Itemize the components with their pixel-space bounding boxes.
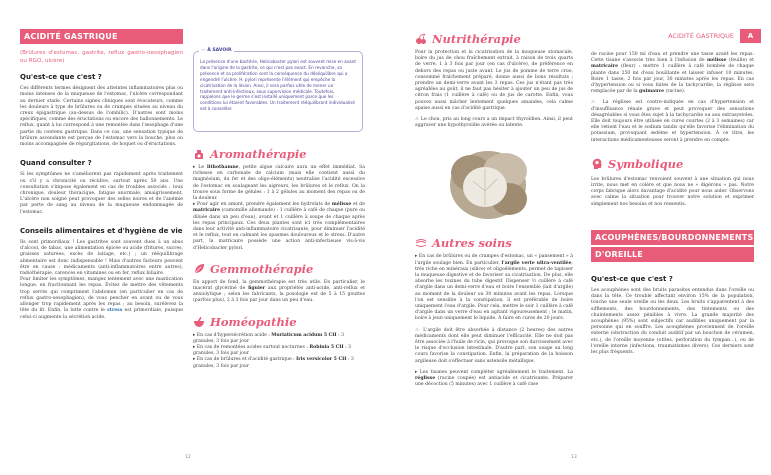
item-text: En cas d'hypersécrétion acide : <box>196 332 272 338</box>
item-text: Pour agir en amont, prendre également les hydrolats de <box>197 202 332 208</box>
item-text: : 3 granules, 3 fois par jour <box>193 345 352 357</box>
col2-text: (feuille) et <box>726 58 754 64</box>
symbolique-text: Les brûlures d'estomac renvoient souvent à une situation qui nous irrite, nous met en colère et que nous ne « digérons » pas. Notre corps fabrique alors davantage d'acidité pour nous aider. Observons avec calme la situation pour trouver notre solution et exprimer simplement nos besoins et nos ressentis. <box>591 176 754 207</box>
item-text: Le <box>198 165 208 170</box>
next-chapter-banner-line-2: D'OREILLE <box>591 247 754 262</box>
nutritherapie-text: Pour la protection et la cicatrisation de la muqueuse stomacale, boire du jus de chou fraîchement extrait, à raison de trois quarts de verre, 1 à 3 fois par jour (en cas d'ulcère), de préférence en dehors des repas ou juste avant. Le jus de pomme de terre crue, consommé fraîchement préparé, donne aussi de bons résultats ; prendre un demi-verre avant les 3 repas. Ces jus n'étant pas très agréables au goût, il ne faut pas hésiter à ajouter un peu de jus de citron frais (1 cuillère à café) ou de jus de carotte. Enfin, vous pouvez aussi mâcher lentement quelques amandes, cela calme apaise aussi en cas d'acidité gastrique. <box>415 50 573 111</box>
running-head-title: ACIDITÉ GASTRIQUE <box>668 32 734 40</box>
autres-soins-item: ▸ Les tisanes peuvent compléter agréablement le traitement. La réglisse (racine coupée) est antiacide et cicatrisante. Préparer une décoction (5 minutes) avec 1 cuillère à café rase <box>415 369 573 388</box>
col2-bold: guimauve <box>639 89 665 95</box>
autres-soins-item: ▸ En cas de brûlures ou de crampes d'estomac, un « pansement » à l'argile soulage bien. En particulier, l'argile verte ultra-ventilée, très riche en minéraux (silice) et oligoéléments, permet de tapisser la muqueuse digestive et de favoriser sa cicatrisation. De plus, elle absorbe les toxines du tube digestif. Dispenser ½ cuillère à café d'argile dans un demi-verre d'eau et boire l'ensemble (lait d'argile) au moment de la douleur ou 30 minutes avant les repas. Lorsque l'on est sensible à la constipation, il est préférable de boire uniquement l'eau d'argile. Pour cela, mettre le soir 1 cuillère à café d'argile dans un verre d'eau en agitant vigoureusement ; le matin, boire à jeun uniquement le liquide. À faire en cures de 20 jours. <box>415 254 573 322</box>
symbolique-header <box>591 156 754 172</box>
left-page <box>0 0 385 475</box>
advice-text-post: est primordiale, puisque celui-ci augmente la sécrétion acide. <box>20 308 183 320</box>
cherries-icon <box>415 33 427 45</box>
item-text: , petite algue calcaire aura un effet immédiat. Sa richesse en carbonate de calcium (mais elle contient aussi du magnésium, du fer et des oligo-éléments) neutralise l'acidité excessive de l'estomac en soulageant les aigreurs, les brûlures et le reflux. On la trouve sous forme de gélules : 1 à 2 gélules au moment des repas ou de la douleur. <box>193 165 365 202</box>
section-heading-when: Quand consulter ? <box>20 159 92 168</box>
homeopathie-item: ▸ En cas de brûlures et d'acidité gastrique : Iris versicolor 5 CH : 3 granules, 3 fois par jour <box>193 357 354 369</box>
homeopathie-title: Homéopathie <box>210 314 297 329</box>
item-text: : 3 granules, 3 fois par jour <box>193 332 345 344</box>
item-text: : 3 granules, 3 fois par jour <box>193 357 354 369</box>
running-head <box>668 29 761 43</box>
gemmo-text-post: aux propriétés anti-acide, anti-reflux et anxiolytique ; selon les fabricants, la posologie est de 5 à 15 gouttes (parfois plus), 2 à 3 fois par jour dans un peu d'eau. <box>193 286 365 304</box>
a-savoir-text: La présence d'une bactérie, Helicobacter pylori est souvent mise en avant dans l'origine de la gastrite, ce qui n'est pas exact. En revanche, sa présence et sa prolifération sont la conséquence du déséquilibre qui a engendré l'ulcère. H. pylori représente l'élément qui empêche la cicatrisation de la lésion. Ainsi, il sera parfois utile de mener un traitement anti-infectieux, sous supervision médicale. Toutefois, rappelons que le germe s'est installé uniquement parce que les conditions lui étaient favorables. Un traitement rééquilibrant individualisé est à conseiller. <box>200 59 357 112</box>
next-chapter-banner-line-1: ACOUPHÈNES/BOURDONNEMENTS <box>591 230 754 245</box>
item-text: , très riche en minéraux (silice) et oligoéléments, permet de tapisser la muqueuse digestive et de favoriser sa cicatrisation. De plus, elle absorbe les toxines du tube digestif. Dispenser ½ cuillère à café d'argile dans un demi-verre d'eau et boire l'ensemble (lait d'argile) au moment de la douleur ou 30 minutes avant les repas. Lorsque l'on est sensible à la constipation, il est préférable de boire uniquement l'eau d'argile. Pour cela, mettre le soir 1 cuillère à café d'argile dans un verre d'eau en agitant vigoureusement ; le matin, boire à jeun uniquement le liquide. À faire en cures de 20 jours. <box>415 260 573 322</box>
col2-text: de racine pour 150 ml d'eau et prendre une tasse avant les repas. Cette tisane s'associe très bien à l'infusion de <box>591 52 754 64</box>
page-number-right: 13 <box>571 455 577 460</box>
item-bold: mélisse <box>331 202 352 208</box>
right-column-1 <box>415 31 573 389</box>
tisane-continued-text <box>591 52 754 95</box>
reglisse-warning: ⚠ La réglisse est contre-indiquée en cas d'hypertension et d'insuffisance rénale grave et peut provoquer des sensations désagréables si vous êtes sujet à la tachycardie ou aux extrasystoles. Elle doit toujours être utilisée en cures courtes (2 à 3 semaines) car elle retient l'eau et le sodium tandis qu'elle favorise l'élimination du potassium, provoquant œdème et hypertension. À ce titre, les interactions médicamenteuses seront à prendre en compte. <box>591 100 754 143</box>
diffuser-icon <box>193 148 205 160</box>
left-column-2 <box>193 146 365 370</box>
gemmo-text-pre: En apport de fond, la gemmothérapie est très utile. En particulier, le macérat glycériné de <box>193 279 365 292</box>
left-column <box>20 29 183 321</box>
thumb-index-letter[interactable]: A <box>740 29 761 43</box>
aromatherapie-item: ▸ Pour agir en amont, prendre également les hydrolats de mélisse et de matricaire (camomille allemande) : 1 cuillère à café de chaque (pure ou diluée dans un peu d'eau), avant et 1 cuillère à soupe de chaque après les repas principaux. Ces deux plantes sont ici très complémentaires dans leur activité anti-inflammatoire cicatrisante, pour diminuer l'acidité et le reflux, tout en calmant les spasmes douloureux et le stress. D'autre part, la matricaire possède une action anti-infectieuse vis-à-vis d'Helicobacter pylori. <box>193 202 365 251</box>
aromatherapie-title: Aromathérapie <box>210 146 307 161</box>
stress-link[interactable]: stress <box>107 308 123 314</box>
symbolique-title: Symbolique <box>608 156 684 171</box>
homeopathie-header <box>193 314 365 330</box>
item-bold: lithothamne <box>207 165 239 170</box>
cabbage-illustration <box>443 143 533 223</box>
item-text: et de <box>351 202 365 208</box>
homeopathie-item: ▸ En cas d'hypersécrétion acide : Muriaticum acidum 5 CH : 3 granules, 3 fois par jour <box>193 332 345 344</box>
item-bold: Iris versicolor 5 CH <box>296 357 347 363</box>
nutritherapie-title: Nutrithérapie <box>432 31 521 46</box>
section-text-advice-1: Ils sont primordiaux ! Les gastrites sont souvent dues à un abus d'alcool, de tabac, une alimentation épicée ou acide (fritures, sucres, graisses saturées, excès de laitage, etc.) ; un rééquilibrage alimentaire est donc indispensable ! Mais d'autres facteurs peuvent être en cause : médicaments (anti-inflammatoires entre autres), radiothérapie, carences en vitamines ou en fer, reflux biliaire. <box>20 240 183 277</box>
item-text: (racine coupée) est antiacide et cicatrisante. Préparer une décoction (5 minutes) avec 1 cuillère à café rase <box>415 376 573 388</box>
autres-soins-header <box>415 235 573 251</box>
hands-icon <box>415 237 427 249</box>
right-column-2 <box>591 52 754 356</box>
section-heading-what: Qu'est-ce que c'est ? <box>20 73 102 81</box>
leaf-bud-icon <box>193 263 205 275</box>
gemmotherapie-text <box>193 280 365 305</box>
a-savoir-title: — À SAVOIR <box>199 48 234 54</box>
col2-bold: matricaire <box>591 64 618 70</box>
item-text: Les tisanes peuvent compléter agréablement le traitement. La <box>419 369 573 375</box>
chapter-banner: ACIDITÉ GASTRIQUE <box>20 29 183 44</box>
a-savoir-box <box>193 48 363 132</box>
item-bold: Muriaticum acidum 5 CH <box>271 332 337 338</box>
autres-soins-warning: ⚠ L'argile doit être absorbée à distance (2 heures) des autres médicaments dont elle peut diminuer l'efficacité. Elle ne doit pas être associée à l'huile de ricin, qui provoque son durcissement avec le risque d'occlusion intestinale. D'autre part, son usage au long cours favorise la constipation. Enfin, la préparation de la boisson argileuse doit s'effectuer sans ustensile métallique. <box>415 328 573 365</box>
autres-soins-title: Autres soins <box>432 236 512 251</box>
col2-text: (racine). <box>664 89 686 95</box>
item-text: En cas de brûlures ou de crampes d'estomac, un « pansement » à l'argile soulage bien. En particulier, <box>415 254 573 266</box>
item-bold: réglisse <box>415 376 436 382</box>
chapter-subtitle: (Brûlures d'estomac, gastrite, reflux gastro-oesophagien ou RGO, ulcère) <box>20 50 183 64</box>
gemmo-bold: figuier <box>248 286 266 292</box>
item-bold: Robinia 5 CH <box>309 345 344 351</box>
col2-text: (fleur) : mettre 1 cuillère à café bombée de chaque plante dans 250 ml d'eau bouillante et laisser infuser 10 minutes. Boire 1 tasse, 2 fois par jour, 30 minutes après les repas. En cas d'hypertension ou si vous faites de la tachycardie, la réglisse sera remplacée par de la <box>591 64 754 95</box>
item-bold: matricaire <box>193 208 220 214</box>
item-text: En cas de brûlures et d'acidité gastrique : <box>196 357 297 363</box>
next-chapter-heading: Qu'est-ce que c'est ? <box>591 274 673 283</box>
gemmotherapie-header <box>193 261 365 277</box>
nutritherapie-warning: ⚠ Le chou, pris au long cours a un impact thyroïdien. Ainsi, il peut aggraver une hypothyroïdie avérée ou latente. <box>415 117 573 129</box>
head-profile-icon <box>591 158 603 170</box>
col2-bold: mélisse <box>707 58 727 64</box>
section-heading-advice: Conseils alimentaires et d'hygiène de vie <box>20 226 183 235</box>
nutritherapie-header <box>415 31 573 47</box>
next-chapter-text: Les acouphènes sont des bruits parasites entendus dans l'oreille ou dans la tête. Ce trouble affectant environ 15% de la population, touche une seule oreille ou les deux. Les bruits s'apparentent à des sifflements, des bourdonnements, des tintements ou des chuintements assez pénibles à vivre. La grande majorité des acouphènes (95%) sont subjectifs car audibles uniquement par la personne qui en souffre. Les acouphènes proviennent de l'oreille externe (obstruction du conduit auditif par un bouchon de cérumen, etc.), de l'oreille moyenne (otites, perforation du tympan...), ou de l'oreille interne (infections, traumatismes divers). Ces derniers sont les plus fréquents. <box>591 288 754 356</box>
section-text-what: Ces différents termes désignent des atteintes inflammatoires plus ou moins intenses de la muqueuse de l'estomac, l'ulcère correspondant au dernier stade. Certains signes cliniques sont évocateurs, comme les douleurs à type de brûlures ou de crampes situées au niveau du creux épigastrique (au-dessus de l'ombilic). D'autres sont moins spécifiques, comme des éructations ou encore des ballonnements. Le reflux, quant à lui correspond à une remontée dans l'œsophage d'une partie du contenu gastrique. Dans ce cas, une sensation typique de brûlure ascendante est perçue de l'estomac vers la bouche, plus ou moins accompagnée de régurgitations, de hoquet ou d'éructations. <box>20 86 183 148</box>
gemmotherapie-title: Gemmothérapie <box>210 261 314 276</box>
page-number-left: 12 <box>185 455 191 460</box>
item-bold: l'argile verte ultra-ventilée <box>501 260 572 266</box>
advice-text-pre: Pour limiter les symptômes, mangez lentement avec une mastication longue, en fractionnant les repas. Évitez de mettre des vêtements trop serrés qui compriment l'abdomen (en particulier en cas de reflux gastro-oesophagien), de vous pencher en avant ou de vous allonger trop rapidement après les repas ; au besoin, surélevez la tête du lit. Enfin, la lutte contre le <box>20 277 183 314</box>
section-text-advice-2 <box>20 277 183 320</box>
mortar-pestle-icon <box>193 316 205 328</box>
aromatherapie-item: ▸ Le lithothamne, petite algue calcaire aura un effet immédiat. Sa richesse en carbonate de calcium (mais elle contient aussi du magnésium, du fer et des oligo-éléments) neutralise l'acidité excessive de l'estomac en soulageant les aigreurs, les brûlures et le reflux. On la trouve sous forme de gélules : 1 à 2 gélules au moment des repas ou de la douleur. <box>193 165 365 202</box>
section-text-when: Si les symptômes ne s'améliorent pas rapidement après traitement ou s'il y a chronicité ou récidive, surtout après 50 ans. Une consultation s'impose également en cas de troubles associés : toux chronique, douleur thoracique, fatigue anormale, amaigrissement. L'ulcère non soigné peut provoquer des selles noires et de l'anémie par perte de sang au niveau de la muqueuse endommagée de l'estomac. <box>20 172 183 215</box>
homeopathie-item: ▸ En cas de remontées acides surtout nocturnes : Robinia 5 CH : 3 granules, 3 fois par jour <box>193 345 352 357</box>
aromatherapie-header <box>193 146 365 162</box>
item-text: En cas de remontées acides surtout nocturnes : <box>196 345 310 351</box>
right-page <box>385 0 771 475</box>
item-text: (camomille allemande) : 1 cuillère à café de chaque (pure ou diluée dans un peu d'eau), avant et 1 cuillère à soupe de chaque après les repas principaux. Ces deux plantes sont ici très complémentaires dans leur activité anti-inflammatoire cicatrisante, pour diminuer l'acidité et le reflux, tout en calmant les spasmes douloureux et le stress. D'autre part, la matricaire possède une action anti-infectieuse vis-à-vis d'Helicobacter pylori. <box>193 208 365 251</box>
